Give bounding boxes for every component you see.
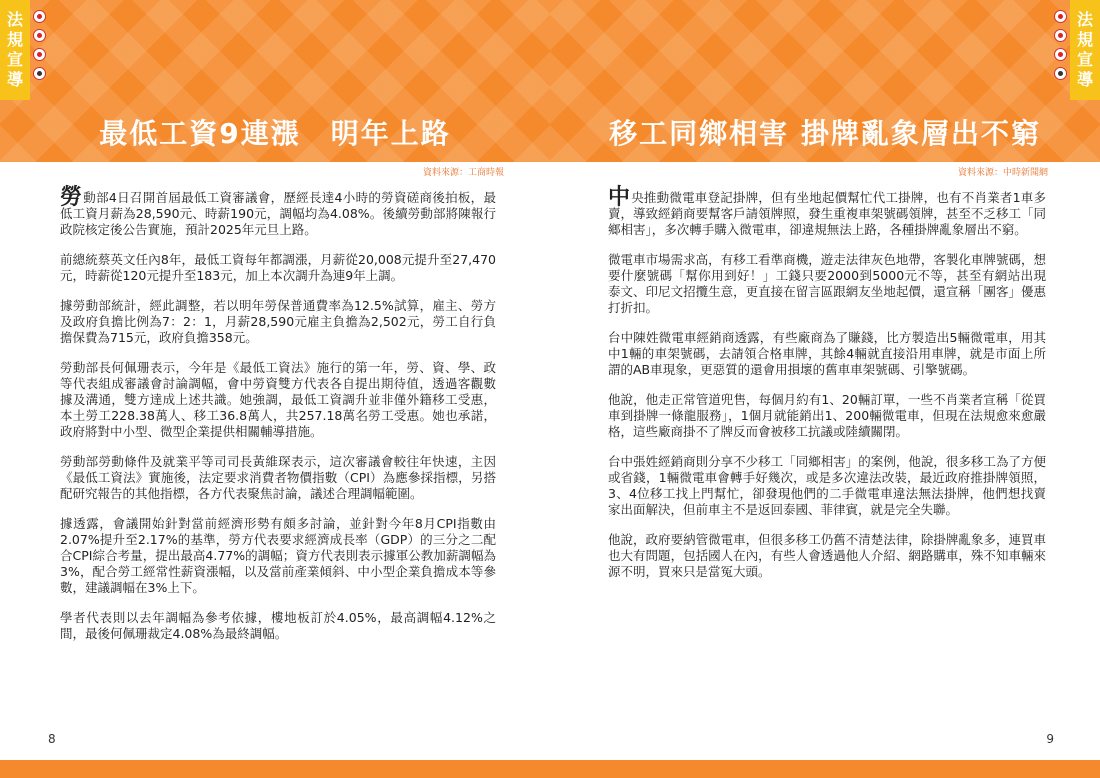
- left-page-number: 8: [48, 732, 56, 746]
- right-article-title: 移工同鄉相害 掛牌亂象層出不窮: [609, 117, 1041, 150]
- article-paragraph: [608, 185, 1046, 238]
- dropcap: 中: [608, 185, 631, 210]
- location-pin-icon: [33, 29, 46, 42]
- right-pin-icons: [1054, 10, 1067, 80]
- location-pin-icon: [33, 67, 46, 80]
- article-paragraph: 據透露，會議開始針對當前經濟形勢有頗多討論，並針對今年8月CPI指數由2.07%提升至2.17%的基準，勞方代表要求經濟成長率（GDP）的三分之二配合CPI綜合考量，提出最高4.77%的調幅；資方代表則表示據軍公教加薪調幅為3%，配合勞工經常性薪資漲幅，以及當前產業傾斜、中小型企業負擔成本等參數，建議調幅在3%上下。: [60, 516, 496, 595]
- left-footer-band: [0, 760, 550, 778]
- right-page: [550, 0, 1100, 778]
- tag-char: 宣: [6, 50, 23, 69]
- article-paragraph: [60, 185, 496, 238]
- tag-char: 法: [1076, 10, 1093, 29]
- right-page-number: 9: [1046, 732, 1054, 746]
- paragraph-text: 動部4日召開首屆最低工資審議會，歷經長達4小時的勞資磋商後拍板，最低工資月薪為28,590元、時薪190元，調幅均為4.08%。後續勞動部將陳報行政院核定後公告實施，預計2025年元旦上路。: [60, 190, 496, 237]
- article-paragraph: 他說，政府要納管微電車，但很多移工仍舊不清楚法律，除掛牌亂象多，連買車也大有問題，包括國人在內，有些人會透過他人介紹、網路購車，殊不知車輛來源不明，買來只是當冤大頭。: [608, 532, 1046, 579]
- location-pin-icon: [1054, 10, 1067, 23]
- left-source: 資料來源：工商時報: [422, 168, 504, 178]
- right-header-banner: [550, 0, 1100, 162]
- left-section-tag: [0, 0, 30, 100]
- left-article-title: 最低工資9連漲 明年上路: [99, 117, 451, 150]
- article-paragraph: 他說，他走正常管道兜售，每個月約有1、20輛訂單，一些不肖業者宣稱「從買車到掛牌一條龍服務」，1個月就能銷出1、200輛微電車，但現在法規愈來愈嚴格，這些廠商掛不了牌反而會被移工抗議或陸續關閉。: [608, 392, 1046, 439]
- dropcap: 勞: [60, 185, 83, 210]
- article-paragraph: 勞動部勞動條件及就業平等司司長黃維琛表示，這次審議會較往年快速，主因《最低工資法》實施後，法定要求消費者物價指數（CPI）為應參採指標，另搭配研究報告的其他指標，各方代表聚焦討論，議述合理調幅範圍。: [60, 454, 496, 501]
- location-pin-icon: [33, 48, 46, 61]
- tag-char: 宣: [1076, 50, 1093, 69]
- article-paragraph: 前總統蔡英文任內8年，最低工資每年都調漲，月薪從20,008元提升至27,470元，時薪從120元提升至183元，加上本次調升為連9年上調。: [60, 252, 496, 283]
- paragraph-text: 央推動微電車登記掛牌，但有坐地起價幫忙代工掛牌，也有不肖業者1車多賣，導致經銷商要幫客戶請領牌照，發生重複車架號碼領牌，甚至不乏移工「同鄉相害」，多次轉手購入微電車，卻違規無法上路，各種掛牌亂象層出不窮。: [608, 190, 1046, 237]
- right-source: 資料來源：中時新聞網: [957, 168, 1048, 178]
- location-pin-icon: [33, 10, 46, 23]
- tag-char: 導: [1076, 70, 1093, 89]
- left-header-banner: [0, 0, 550, 162]
- right-section-tag: [1070, 0, 1100, 100]
- article-paragraph: 台中陳姓微電車經銷商透露，有些廠商為了賺錢，比方製造出5輛微電車，用其中1輛的車架號碼，去請領合格車牌，其餘4輛就直接沿用車牌，就是市面上所謂的AB車現象，更惡質的還會用損壞的舊車車架號碼、引擎號碼。: [608, 330, 1046, 377]
- left-pin-icons: [33, 10, 46, 80]
- location-pin-icon: [1054, 29, 1067, 42]
- tag-char: 規: [6, 30, 23, 49]
- article-paragraph: 微電車市場需求高，有移工看準商機，遊走法律灰色地帶，客製化車牌號碼，想要什麼號碼「幫你用到好！」工錢只要2000到5000元不等，甚至有網站出現泰文、印尼文招攬生意，更直接在留言區跟網友坐地起價，還宣稱「團客」優惠打折扣。: [608, 252, 1046, 315]
- article-paragraph: 勞動部長何佩珊表示，今年是《最低工資法》施行的第一年，勞、資、學、政等代表組成審議會討論調幅，會中勞資雙方代表各自提出期待值，透過客觀數據及溝通，雙方達成上述共識。她強調，最低工資調升並非僅外籍移工受惠，本土勞工228.38萬人、移工36.8萬人，共257.18萬名勞工受惠。她也承諾，政府將對中小型、微型企業提供相關輔導措施。: [60, 360, 496, 439]
- article-paragraph: 台中張姓經銷商則分享不少移工「同鄉相害」的案例，他說，很多移工為了方便或省錢，1輛微電車會轉手好幾次，或是多次違法改裝，最近政府推掛牌領照，3、4位移工找上門幫忙，卻發現他們的二手微電車違法無法掛牌，他們想找賣家出面解決，但前車主不是返回泰國、菲律賓，就是完全失聯。: [608, 454, 1046, 517]
- right-footer-band: [550, 760, 1100, 778]
- article-paragraph: 據勞動部統計，經此調整，若以明年勞保普通費率為12.5%試算，雇主、勞方及政府負擔比例為7：2：1，月薪28,590元雇主負擔為2,502元，勞工自行負擔保費為715元，政府負擔358元。: [60, 298, 496, 345]
- tag-char: 導: [6, 70, 23, 89]
- tag-char: 法: [6, 10, 23, 29]
- left-article-body: [60, 185, 496, 656]
- location-pin-icon: [1054, 48, 1067, 61]
- article-paragraph: 學者代表則以去年調幅為參考依據，樓地板訂於4.05%，最高調幅4.12%之間，最後何佩珊裁定4.08%為最終調幅。: [60, 610, 496, 641]
- right-article-body: [608, 185, 1046, 594]
- location-pin-icon: [1054, 67, 1067, 80]
- tag-char: 規: [1076, 30, 1093, 49]
